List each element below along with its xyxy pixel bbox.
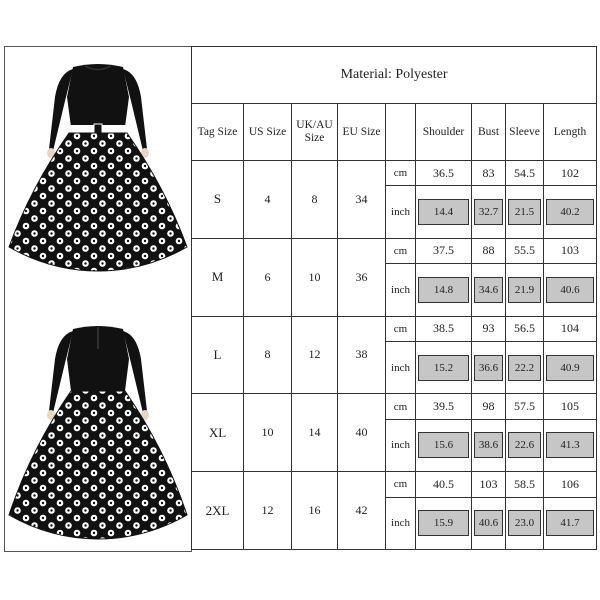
tag-size-cell: L: [192, 316, 244, 394]
size-chart: [191, 46, 596, 550]
unit-cm-cell: cm: [386, 316, 416, 341]
table-row: [192, 238, 597, 263]
length-inch-value: 40.2: [546, 199, 594, 225]
unit-cm-cell: cm: [386, 161, 416, 186]
shoulder-cm-cell: 39.5: [416, 394, 472, 419]
uk-au-size-cell: 12: [292, 316, 338, 394]
shoulder-inch-value: 14.4: [418, 199, 469, 225]
unit-inch-cell: inch: [386, 419, 416, 471]
bust-inch-value: 40.6: [474, 510, 503, 536]
header-uk-au-line1: UK/AU: [296, 119, 333, 131]
shoulder-inch-value: 14.8: [418, 277, 469, 303]
shoulder-cm-cell: 36.5: [416, 161, 472, 186]
shoulder-inch-cell: [416, 497, 472, 549]
shoulder-inch-cell: [416, 419, 472, 471]
sleeve-inch-cell: [506, 186, 544, 238]
length-inch-value: 41.7: [546, 510, 594, 536]
bust-inch-cell: [472, 419, 506, 471]
shoulder-inch-cell: [416, 264, 472, 316]
unit-cm-cell: cm: [386, 394, 416, 419]
length-inch-cell: [544, 341, 597, 393]
sleeve-cm-cell: 58.5: [506, 472, 544, 497]
sleeve-inch-value: 22.6: [508, 432, 541, 458]
sleeve-inch-value: 21.5: [508, 199, 541, 225]
length-inch-value: 40.9: [546, 355, 594, 381]
unit-inch-cell: inch: [386, 341, 416, 393]
table-row: [192, 316, 597, 341]
tag-size-cell: 2XL: [192, 472, 244, 550]
size-chart-table: [191, 46, 597, 550]
tag-size-cell: M: [192, 238, 244, 316]
length-cm-cell: 104: [544, 316, 597, 341]
table-row: [192, 472, 597, 497]
eu-size-cell: 36: [338, 238, 386, 316]
dress-front-image: [5, 57, 191, 287]
us-size-cell: 12: [244, 472, 292, 550]
length-cm-cell: 106: [544, 472, 597, 497]
bust-inch-value: 34.6: [474, 277, 503, 303]
header-tag-size: Tag Size: [192, 104, 244, 161]
product-images-panel: [4, 46, 192, 552]
shoulder-inch-value: 15.2: [418, 355, 469, 381]
length-inch-cell: [544, 419, 597, 471]
length-inch-cell: [544, 186, 597, 238]
unit-cm-cell: cm: [386, 238, 416, 263]
sleeve-inch-value: 22.2: [508, 355, 541, 381]
shoulder-inch-cell: [416, 341, 472, 393]
uk-au-size-cell: 14: [292, 394, 338, 472]
eu-size-cell: 34: [338, 161, 386, 239]
header-shoulder: Shoulder: [416, 104, 472, 161]
length-inch-cell: [544, 264, 597, 316]
bust-cm-cell: 98: [472, 394, 506, 419]
header-uk-au-size: [292, 104, 338, 161]
sleeve-inch-cell: [506, 497, 544, 549]
us-size-cell: 10: [244, 394, 292, 472]
length-cm-cell: 103: [544, 238, 597, 263]
shoulder-inch-value: 15.6: [418, 432, 469, 458]
sleeve-inch-cell: [506, 341, 544, 393]
shoulder-cm-cell: 38.5: [416, 316, 472, 341]
sleeve-cm-cell: 56.5: [506, 316, 544, 341]
sleeve-cm-cell: 57.5: [506, 394, 544, 419]
bust-cm-cell: 88: [472, 238, 506, 263]
sleeve-inch-value: 21.9: [508, 277, 541, 303]
bust-inch-cell: [472, 341, 506, 393]
bust-cm-cell: 103: [472, 472, 506, 497]
tag-size-cell: S: [192, 161, 244, 239]
bust-inch-cell: [472, 264, 506, 316]
sleeve-cm-cell: 54.5: [506, 161, 544, 186]
us-size-cell: 6: [244, 238, 292, 316]
sleeve-inch-value: 23.0: [508, 510, 541, 536]
dress-back-image: [5, 319, 191, 549]
header-unit: [386, 104, 416, 161]
bust-cm-cell: 83: [472, 161, 506, 186]
eu-size-cell: 42: [338, 472, 386, 550]
header-uk-au-line2: Size: [304, 132, 325, 144]
header-row: [192, 104, 597, 161]
shoulder-cm-cell: 37.5: [416, 238, 472, 263]
unit-inch-cell: inch: [386, 186, 416, 238]
bust-inch-cell: [472, 186, 506, 238]
tag-size-cell: XL: [192, 394, 244, 472]
eu-size-cell: 40: [338, 394, 386, 472]
table-row: [192, 394, 597, 419]
shoulder-inch-cell: [416, 186, 472, 238]
shoulder-inch-value: 15.9: [418, 510, 469, 536]
uk-au-size-cell: 8: [292, 161, 338, 239]
unit-inch-cell: inch: [386, 264, 416, 316]
unit-cm-cell: cm: [386, 472, 416, 497]
header-bust: Bust: [472, 104, 506, 161]
material-title: Material: Polyester: [192, 47, 597, 104]
header-sleeve: Sleeve: [506, 104, 544, 161]
header-eu-size: EU Size: [338, 104, 386, 161]
length-cm-cell: 102: [544, 161, 597, 186]
bust-cm-cell: 93: [472, 316, 506, 341]
sleeve-inch-cell: [506, 419, 544, 471]
bust-inch-cell: [472, 497, 506, 549]
unit-inch-cell: inch: [386, 497, 416, 549]
header-us-size: US Size: [244, 104, 292, 161]
length-inch-value: 41.3: [546, 432, 594, 458]
uk-au-size-cell: 16: [292, 472, 338, 550]
bust-inch-value: 38.6: [474, 432, 503, 458]
length-inch-value: 40.6: [546, 277, 594, 303]
shoulder-cm-cell: 40.5: [416, 472, 472, 497]
header-length: Length: [544, 104, 597, 161]
length-cm-cell: 105: [544, 394, 597, 419]
bust-inch-value: 32.7: [474, 199, 503, 225]
uk-au-size-cell: 10: [292, 238, 338, 316]
sleeve-cm-cell: 55.5: [506, 238, 544, 263]
table-row: [192, 161, 597, 186]
us-size-cell: 8: [244, 316, 292, 394]
us-size-cell: 4: [244, 161, 292, 239]
eu-size-cell: 38: [338, 316, 386, 394]
bust-inch-value: 36.6: [474, 355, 503, 381]
length-inch-cell: [544, 497, 597, 549]
sleeve-inch-cell: [506, 264, 544, 316]
